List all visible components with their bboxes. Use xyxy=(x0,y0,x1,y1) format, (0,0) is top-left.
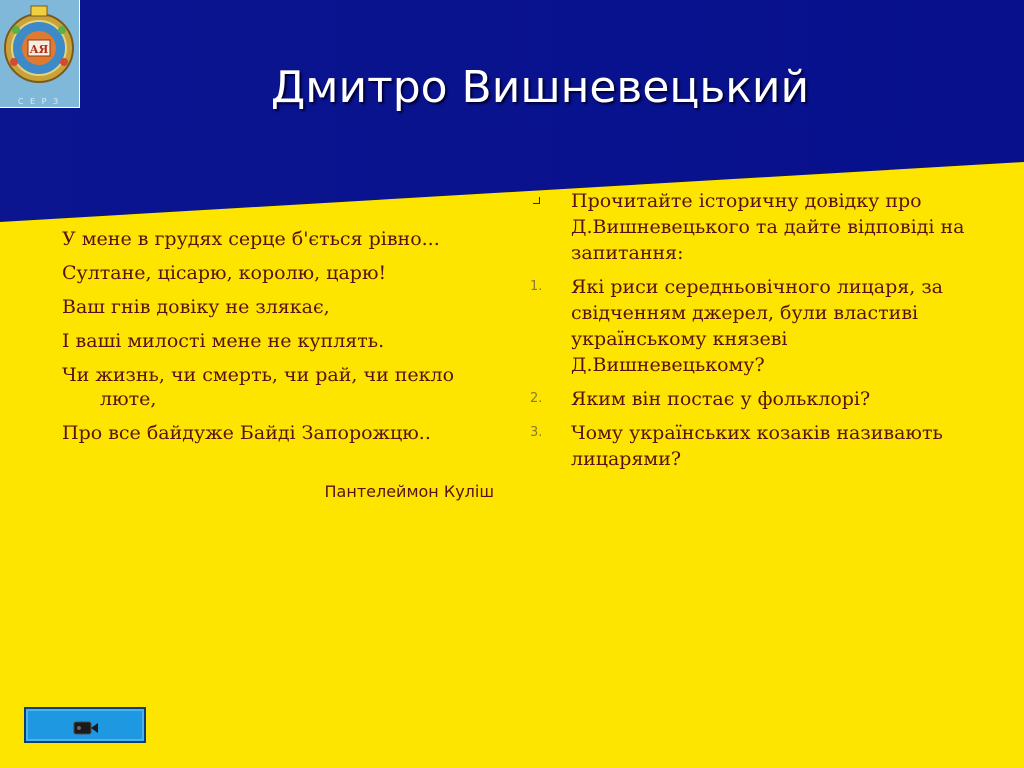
poem-author: Пантелеймон Куліш xyxy=(324,482,494,501)
poem-line: І ваші милості мене не куплять. xyxy=(62,330,385,352)
poem-line: Ваш гнів довіку не злякає, xyxy=(62,296,330,318)
question-item xyxy=(530,274,980,378)
question-item xyxy=(530,386,980,412)
svg-text:АЯ: АЯ xyxy=(29,43,49,56)
school-logo xyxy=(0,0,80,108)
poem xyxy=(62,227,502,455)
question-text: Чому українських козаків називають лицарями? xyxy=(571,422,943,470)
task-intro-text: Прочитайте історичну довідку про Д.Вишневецького та дайте відповіді на запитання: xyxy=(571,190,965,264)
emblem-icon xyxy=(0,0,78,100)
video-link-button[interactable] xyxy=(24,707,146,743)
question-number: 3. xyxy=(530,425,543,440)
question-text: Яким він постає у фольклорі? xyxy=(571,388,871,410)
question-number: 1. xyxy=(530,279,543,294)
slide-title: Дмитро Вишневецький xyxy=(270,62,810,113)
task-list xyxy=(530,188,980,480)
question-number: 2. xyxy=(530,391,543,406)
poem-line: Про все байдуже Байді Запорожцю.. xyxy=(62,422,431,444)
poem-line: Чи жизнь, чи смерть, чи рай, чи пекло люте, xyxy=(62,364,455,410)
square-bullet-icon xyxy=(533,197,540,204)
task-intro xyxy=(530,188,980,266)
video-camera-icon xyxy=(73,721,99,735)
question-text: Які риси середньовічного лицаря, за свідченням джерел, були властиві українському князеві Д.Вишневецькому? xyxy=(571,276,944,376)
poem-line: Султане, цісарю, королю, царю! xyxy=(62,262,387,284)
logo-caption: С Е Р З xyxy=(17,97,61,106)
poem-line: У мене в грудях серце б'ється рівно... xyxy=(62,228,440,250)
question-item xyxy=(530,420,980,472)
